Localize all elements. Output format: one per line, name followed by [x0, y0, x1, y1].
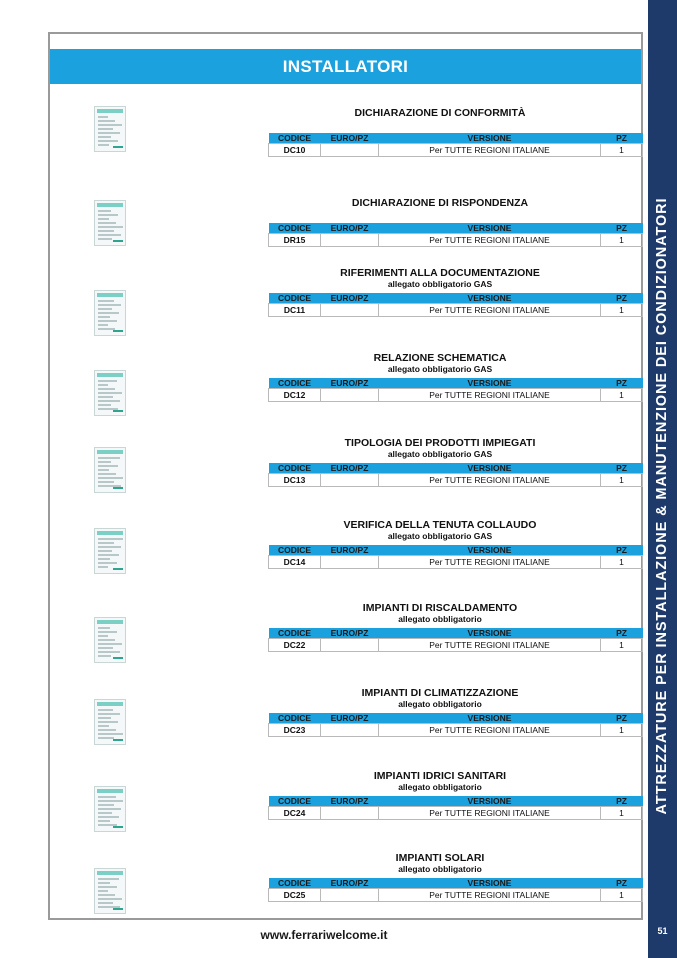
- product-table: [268, 293, 643, 317]
- table-row: [269, 144, 643, 157]
- table-row: [269, 234, 643, 247]
- column-header-qty: PZ: [601, 133, 643, 144]
- product-table: [268, 223, 643, 247]
- column-header-code: CODICE: [269, 378, 321, 389]
- product-title: IMPIANTI SOLARI: [395, 852, 485, 864]
- column-header-code: CODICE: [269, 133, 321, 144]
- product-code: DC22: [269, 639, 321, 652]
- document-thumbnail: [94, 106, 126, 152]
- product-table: [268, 133, 643, 157]
- table-row: [269, 556, 643, 569]
- product-qty: 1: [601, 807, 643, 820]
- document-thumbnail: [94, 699, 126, 745]
- product-code: DC10: [269, 144, 321, 157]
- product-price: [321, 556, 379, 569]
- column-header-qty: PZ: [601, 713, 643, 724]
- product-qty: 1: [601, 474, 643, 487]
- document-thumbnail: [94, 868, 126, 914]
- product-version: Per TUTTE REGIONI ITALIANE: [379, 474, 601, 487]
- column-header-price: EURO/PZ: [321, 545, 379, 556]
- table-header-row: [269, 713, 643, 724]
- table-header-row: [269, 628, 643, 639]
- product-version: Per TUTTE REGIONI ITALIANE: [379, 389, 601, 402]
- column-header-version: VERSIONE: [379, 223, 601, 234]
- product-price: [321, 304, 379, 317]
- column-header-qty: PZ: [601, 378, 643, 389]
- document-thumbnail: [94, 528, 126, 574]
- column-header-qty: PZ: [601, 878, 643, 889]
- product-qty: 1: [601, 234, 643, 247]
- product-table: [268, 628, 643, 652]
- column-header-qty: PZ: [601, 628, 643, 639]
- column-header-code: CODICE: [269, 628, 321, 639]
- product-version: Per TUTTE REGIONI ITALIANE: [379, 807, 601, 820]
- table-header-row: [269, 378, 643, 389]
- product-table: [268, 796, 643, 820]
- document-thumbnail: [94, 370, 126, 416]
- table-header-row: [269, 796, 643, 807]
- table-row: [269, 474, 643, 487]
- product-title: IMPIANTI DI RISCALDAMENTO: [362, 602, 518, 614]
- column-header-version: VERSIONE: [379, 463, 601, 474]
- column-header-price: EURO/PZ: [321, 223, 379, 234]
- product-version: Per TUTTE REGIONI ITALIANE: [379, 889, 601, 902]
- product-title: IMPIANTI IDRICI SANITARI: [373, 770, 507, 782]
- product-code: DC23: [269, 724, 321, 737]
- column-header-price: EURO/PZ: [321, 628, 379, 639]
- document-thumbnail: [94, 786, 126, 832]
- column-header-code: CODICE: [269, 878, 321, 889]
- product-price: [321, 389, 379, 402]
- column-header-qty: PZ: [601, 463, 643, 474]
- product-table: [268, 463, 643, 487]
- column-header-qty: PZ: [601, 293, 643, 304]
- product-entry: [50, 767, 641, 849]
- product-code: DC12: [269, 389, 321, 402]
- column-header-code: CODICE: [269, 463, 321, 474]
- table-header-row: [269, 878, 643, 889]
- product-qty: 1: [601, 144, 643, 157]
- column-header-version: VERSIONE: [379, 713, 601, 724]
- product-qty: 1: [601, 389, 643, 402]
- product-title: RIFERIMENTI ALLA DOCUMENTAZIONE: [340, 267, 540, 279]
- column-header-version: VERSIONE: [379, 796, 601, 807]
- document-thumbnail: [94, 617, 126, 663]
- column-header-price: EURO/PZ: [321, 293, 379, 304]
- product-entry: [50, 104, 641, 186]
- table-header-row: [269, 223, 643, 234]
- product-title: VERIFICA DELLA TENUTA COLLAUDO: [343, 519, 537, 531]
- product-title: RELAZIONE SCHEMATICA: [373, 352, 507, 364]
- sidebar-vertical-title: ATTREZZATURE PER INSTALLAZIONE & MANUTENZIONE DEI CONDIZIONATORI: [654, 197, 670, 815]
- product-qty: 1: [601, 724, 643, 737]
- document-thumbnail: [94, 200, 126, 246]
- table-header-row: [269, 133, 643, 144]
- product-entry: [50, 349, 641, 431]
- product-price: [321, 807, 379, 820]
- column-header-qty: PZ: [601, 223, 643, 234]
- column-header-price: EURO/PZ: [321, 133, 379, 144]
- column-header-version: VERSIONE: [379, 293, 601, 304]
- product-code: DC14: [269, 556, 321, 569]
- product-code: DC24: [269, 807, 321, 820]
- table-header-row: [269, 545, 643, 556]
- product-entry: [50, 516, 641, 598]
- product-subtitle: allegato obbligatorio: [398, 699, 482, 709]
- product-entry: [50, 599, 641, 681]
- document-thumbnail: [94, 290, 126, 336]
- footer-website[interactable]: www.ferrariwelcome.it: [260, 928, 388, 942]
- product-qty: 1: [601, 639, 643, 652]
- product-version: Per TUTTE REGIONI ITALIANE: [379, 639, 601, 652]
- product-entry: [50, 434, 641, 516]
- product-entry: [50, 849, 641, 931]
- product-table: [268, 878, 643, 902]
- column-header-price: EURO/PZ: [321, 378, 379, 389]
- section-banner: INSTALLATORI: [50, 49, 641, 84]
- table-row: [269, 304, 643, 317]
- column-header-qty: PZ: [601, 545, 643, 556]
- column-header-code: CODICE: [269, 545, 321, 556]
- product-price: [321, 474, 379, 487]
- product-subtitle: allegato obbligatorio GAS: [387, 449, 493, 459]
- column-header-code: CODICE: [269, 796, 321, 807]
- column-header-code: CODICE: [269, 223, 321, 234]
- column-header-price: EURO/PZ: [321, 463, 379, 474]
- product-subtitle: allegato obbligatorio: [398, 614, 482, 624]
- product-price: [321, 889, 379, 902]
- product-code: DC13: [269, 474, 321, 487]
- product-qty: 1: [601, 889, 643, 902]
- product-entry: [50, 264, 641, 346]
- product-version: Per TUTTE REGIONI ITALIANE: [379, 144, 601, 157]
- table-row: [269, 389, 643, 402]
- column-header-version: VERSIONE: [379, 545, 601, 556]
- product-title: DICHIARAZIONE DI RISPONDENZA: [351, 197, 529, 209]
- column-header-version: VERSIONE: [379, 378, 601, 389]
- product-price: [321, 144, 379, 157]
- column-header-price: EURO/PZ: [321, 713, 379, 724]
- product-qty: 1: [601, 304, 643, 317]
- product-subtitle: allegato obbligatorio: [398, 782, 482, 792]
- product-price: [321, 639, 379, 652]
- product-table: [268, 378, 643, 402]
- column-header-price: EURO/PZ: [321, 878, 379, 889]
- product-subtitle: allegato obbligatorio: [398, 864, 482, 874]
- product-qty: 1: [601, 556, 643, 569]
- table-row: [269, 724, 643, 737]
- document-thumbnail: [94, 447, 126, 493]
- column-header-code: CODICE: [269, 293, 321, 304]
- product-code: DR15: [269, 234, 321, 247]
- product-code: DC11: [269, 304, 321, 317]
- product-table: [268, 713, 643, 737]
- product-title: TIPOLOGIA DEI PRODOTTI IMPIEGATI: [344, 437, 536, 449]
- product-subtitle: allegato obbligatorio GAS: [387, 279, 493, 289]
- product-table: [268, 545, 643, 569]
- product-version: Per TUTTE REGIONI ITALIANE: [379, 234, 601, 247]
- product-code: DC25: [269, 889, 321, 902]
- column-header-price: EURO/PZ: [321, 796, 379, 807]
- product-version: Per TUTTE REGIONI ITALIANE: [379, 724, 601, 737]
- page-number: 51: [657, 926, 668, 936]
- product-title: IMPIANTI DI CLIMATIZZAZIONE: [361, 687, 519, 699]
- product-subtitle: allegato obbligatorio GAS: [387, 364, 493, 374]
- table-row: [269, 807, 643, 820]
- table-row: [269, 639, 643, 652]
- column-header-version: VERSIONE: [379, 133, 601, 144]
- column-header-version: VERSIONE: [379, 628, 601, 639]
- column-header-qty: PZ: [601, 796, 643, 807]
- column-header-code: CODICE: [269, 713, 321, 724]
- product-price: [321, 724, 379, 737]
- product-subtitle: allegato obbligatorio GAS: [387, 531, 493, 541]
- column-header-version: VERSIONE: [379, 878, 601, 889]
- product-title: DICHIARAZIONE DI CONFORMITÀ: [354, 107, 526, 119]
- product-price: [321, 234, 379, 247]
- product-version: Per TUTTE REGIONI ITALIANE: [379, 556, 601, 569]
- product-version: Per TUTTE REGIONI ITALIANE: [379, 304, 601, 317]
- table-row: [269, 889, 643, 902]
- table-header-row: [269, 293, 643, 304]
- product-entry: [50, 684, 641, 766]
- table-header-row: [269, 463, 643, 474]
